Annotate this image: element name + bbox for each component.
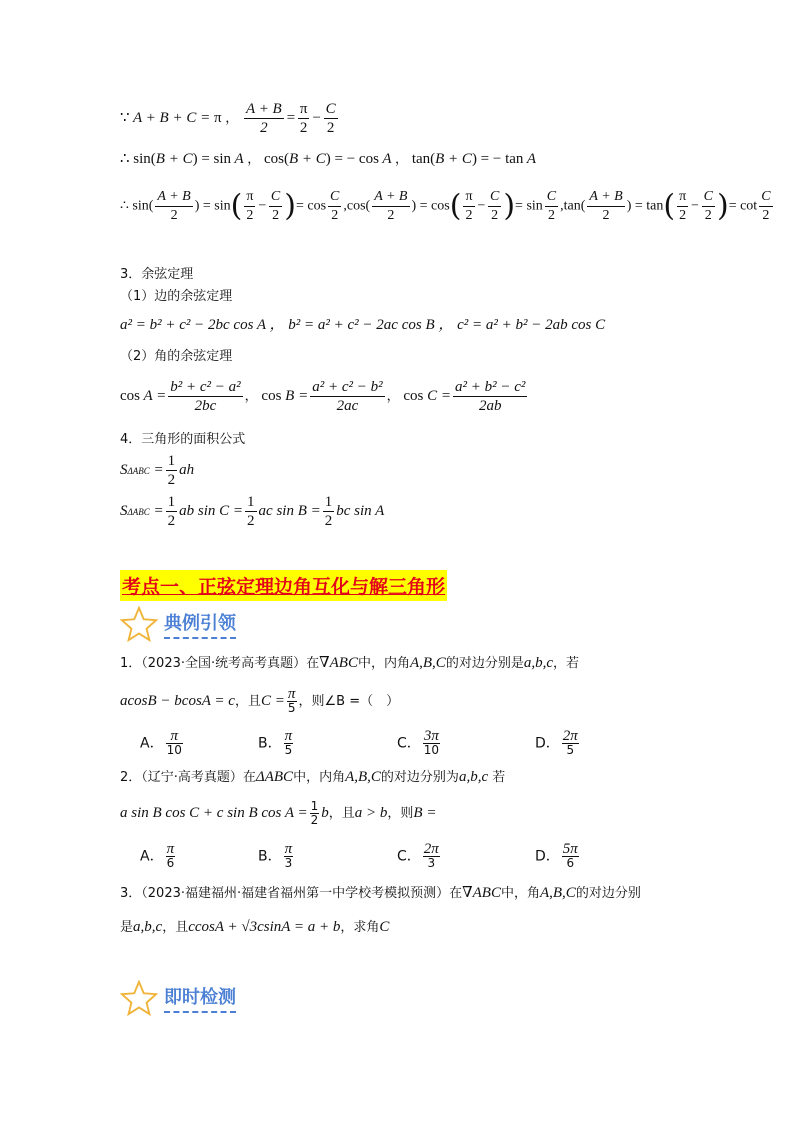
problem-1-option-c[interactable]: C． $\frac{3\pi}{10}$ — [397, 728, 440, 757]
formula-sum-angles: ∵ A + B + C = π ， $\frac{A + B}{2}$ = $\frac{\pi}{2}$ − $\frac{C}{2}$ — [120, 101, 336, 136]
problem-1-line-1: 1．（2023·全国·统考高考真题）在∇ABC中，内角A,B,C的对边分别是a,b,c，若 — [120, 655, 580, 671]
problem-1-line-2: acosB − bcosA = c，且C = $\frac{\pi}{5}$ ，则∠B =（ ） — [120, 686, 400, 715]
check-subheading — [120, 980, 236, 1016]
subheading-angle-cosine: （2）角的余弦定理 — [120, 349, 233, 364]
heading-triangle-area: 4．三角形的面积公式 — [120, 432, 246, 447]
check-label: 即时检测 — [164, 983, 236, 1013]
star-icon — [120, 980, 158, 1016]
example-subheading — [120, 606, 236, 642]
heading-law-of-cosines: 3．余弦定理 — [120, 267, 194, 282]
problem-2-option-c[interactable]: C． $\frac{2\pi}{3}$ — [397, 841, 439, 870]
subheading-side-cosine: （1）边的余弦定理 — [120, 289, 233, 304]
formula-side-cosine: a² = b² + c² − 2bc cos A ， b² = a² + c² − 2ac cos B ， c² = a² + b² − 2ab cos C — [120, 317, 606, 333]
formula-half-angle: ∴ sin( $\frac{A + B}{2}$ ) = sin( $\frac{\pi}{2}$ − $\frac{C}{2}$ )= cos $\frac{C}{2}$ ,cos( $\frac{A + B}{2}$ ) = cos( $\frac{\pi}{2}$ − $\frac{C}{2}$ )= sin $\frac{C}{2}$ ,tan( $\frac{A + B}{2}$ ) = tan( $\frac{\pi}{2}$ − $\frac{C}{2}$ )= cot $\frac{C}{2}$ — [120, 188, 771, 224]
problem-1-option-b[interactable]: B． $\frac{\pi}{5}$ — [258, 728, 293, 757]
problem-3-line-1: 3．（2023·福建福州·福建省福州第一中学校考模拟预测）在∇ABC中，角A,B,C的对边分别 — [120, 885, 641, 901]
problem-2-line-1: 2．（辽宁·高考真题）在ΔABC中，内角A,B,C的对边分别为a,b,c 若 — [120, 769, 506, 785]
problem-1-option-a[interactable]: A． $\frac{\pi}{10}$ — [140, 728, 182, 757]
problem-2-line-2: a sin B cos C + c sin B cos A = $\frac{1}{2}$ b，且a > b，则B = — [120, 799, 437, 827]
problem-3-line-2: 是a,b,c，且ccosA + √3csinA = a + b，求角C — [120, 919, 390, 935]
formula-sin-cos-tan-sum: ∴ sin(B + C) = sin A ， cos(B + C) = − cos A ， tan(B + C) = − tan A — [120, 151, 537, 167]
star-icon — [120, 606, 158, 642]
formula-angle-cosine: cos A = $\frac{\text{b² + c² − a²}}{2bc}$ ， cos B = $\frac{\text{a² + c² − b²}}{2ac}$ ， cos C = $\frac{\text{a² + b² − c²}}{2ab}$ — [120, 379, 526, 414]
example-label: 典例引领 — [164, 609, 236, 639]
formula-area-2: SΔABC = $\frac{1}{2}$ ab sin C = $\frac{1}{2}$ ac sin B = $\frac{1}{2}$ bc sin A — [120, 494, 385, 529]
section-title: 考点一、正弦定理边角互化与解三角形 — [120, 570, 447, 601]
problem-2-option-b[interactable]: B． $\frac{\pi}{3}$ — [258, 841, 293, 870]
formula-area-1: SΔABC = $\frac{1}{2}$ ah — [120, 453, 195, 488]
problem-2-option-a[interactable]: A． $\frac{\pi}{6}$ — [140, 841, 175, 870]
problem-1-option-d[interactable]: D． $\frac{2\pi}{5}$ — [535, 728, 578, 757]
problem-2-option-d[interactable]: D． $\frac{5\pi}{6}$ — [535, 841, 578, 870]
